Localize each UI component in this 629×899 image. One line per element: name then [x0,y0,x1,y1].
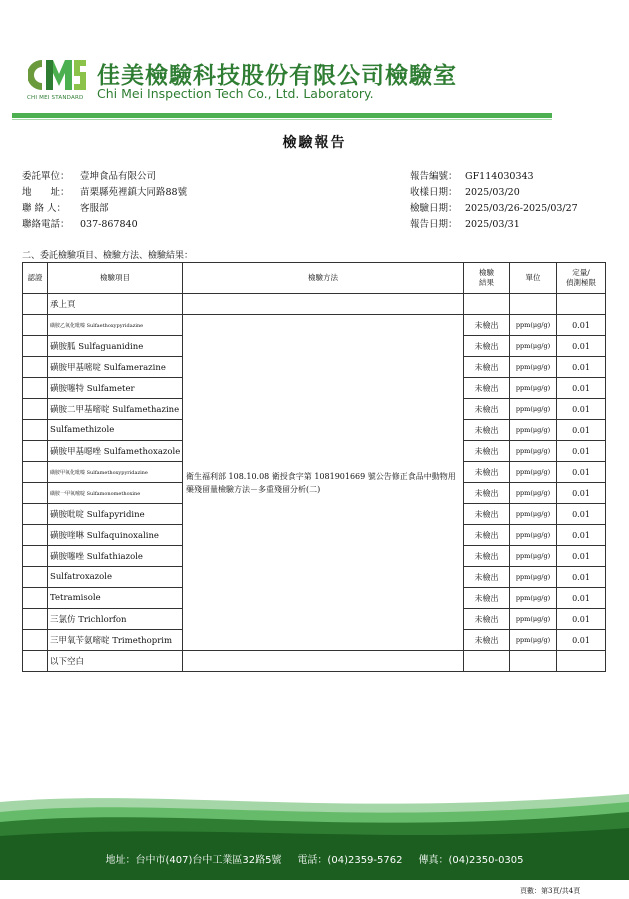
cell-loq: 0.01 [557,588,606,609]
cell-loq: 0.01 [557,525,606,546]
results-table [22,262,606,672]
cell-item: 三甲氧苄氨嘧啶 Trimethoprim [48,630,183,651]
header-divider [12,113,552,118]
cell-loq: 0.01 [557,483,606,504]
continued-label: 承上頁 [48,294,183,315]
report-number [410,168,534,182]
cell-result: 未檢出 [464,399,510,420]
client-phone [22,216,138,230]
cell-seq [23,504,48,525]
cell-item: 磺胺一甲氧嘧啶 Sulfamonomethoxine [48,483,183,504]
cell-item: 磺胺甲基嘧啶 Sulfamerazine [48,357,183,378]
receive-date [410,184,520,198]
cell-unit: ppm(μg/g) [510,630,557,651]
page-number: 頁數：第3頁/共4頁 [520,887,581,895]
header-seq: 認證 [23,263,48,294]
info-label: 收樣日期： [410,187,458,198]
cell-result: 未檢出 [464,462,510,483]
cell-unit: ppm(μg/g) [510,546,557,567]
footer-phone: 電話：(04)2359-5762 [297,855,403,866]
table-header-row [23,263,606,294]
cell-seq [23,462,48,483]
info-value: 客服部 [80,203,109,214]
cell-seq [23,483,48,504]
cell-item: 三氯仿 Trichlorfon [48,609,183,630]
header-item: 檢驗項目 [48,263,183,294]
cell-item: 磺胺乙氧化吡嗪 Sulfaethoxypyridazine [48,315,183,336]
info-value: 2025/03/26-2025/03/27 [465,203,578,214]
cell-unit: ppm(μg/g) [510,525,557,546]
info-value: GF114030343 [465,171,534,182]
cell-seq [23,357,48,378]
table-row-continued [23,294,606,315]
header-method: 檢驗方法 [183,263,464,294]
cell-unit: ppm(μg/g) [510,378,557,399]
cell-result: 未檢出 [464,546,510,567]
info-value: 壹坤食品有限公司 [80,171,157,182]
cell-item: 磺胺噻唑 Sulfathiazole [48,546,183,567]
cell-unit: ppm(μg/g) [510,441,557,462]
cell-seq [23,588,48,609]
client-contact [22,200,109,214]
cell-loq: 0.01 [557,504,606,525]
info-label: 聯 絡 人： [22,203,67,214]
cell-loq: 0.01 [557,441,606,462]
company-logo-icon [28,56,88,94]
footer-address: 地址：台中市(407)台中工業區32路5號 [105,855,282,866]
cell-unit: ppm(μg/g) [510,336,557,357]
cell-loq: 0.01 [557,336,606,357]
client-address [22,184,187,198]
info-value: 2025/03/20 [465,187,520,198]
cell-seq [23,420,48,441]
cell-result: 未檢出 [464,483,510,504]
info-value: 苗栗縣苑裡鎮大同路88號 [80,187,188,198]
cell-seq [23,609,48,630]
header-result [464,263,510,294]
cell-loq: 0.01 [557,546,606,567]
info-label: 聯絡電話： [22,219,70,230]
cell-loq: 0.01 [557,357,606,378]
cell-item: 磺胺甲基噁唑 Sulfamethoxazole [48,441,183,462]
cell-result: 未檢出 [464,315,510,336]
cell-unit: ppm(μg/g) [510,504,557,525]
info-label: 地 址： [22,187,70,198]
cell-seq [23,441,48,462]
info-label: 報告日期： [410,219,458,230]
standard-label: CHI MEI STANDARD [27,95,84,101]
cell-loq: 0.01 [557,399,606,420]
cell-result: 未檢出 [464,357,510,378]
header-loq-l1: 定量/ [572,268,590,277]
cell-result: 未檢出 [464,420,510,441]
cell-item: Tetramisole [48,588,183,609]
cell-unit: ppm(μg/g) [510,483,557,504]
footer-contact [0,851,629,866]
cell-seq [23,651,48,672]
client-unit [22,168,156,182]
cell-item: 磺胺甲氧化吡嗪 Sulfamethoxypyridazine [48,462,183,483]
cell-seq [23,378,48,399]
cell-item: Sulfamethizole [48,420,183,441]
cell-method: 衛生福利部 108.10.08 衛授食字第 1081901669 號公告修正食品中動物用藥殘留量檢驗方法－多重殘留分析(二) [183,315,464,651]
cell-result: 未檢出 [464,630,510,651]
info-label: 委託單位： [22,171,70,182]
table-row [23,315,606,336]
document-title: 檢驗報告 [282,135,347,151]
cell-loq: 0.01 [557,609,606,630]
cell-unit: ppm(μg/g) [510,588,557,609]
cell-item: 磺胺胍 Sulfaguanidine [48,336,183,357]
end-note: 以下空白 [48,651,183,672]
header-loq [557,263,606,294]
cell-item: 磺胺噻特 Sulfameter [48,378,183,399]
cell-result: 未檢出 [464,441,510,462]
cell-item: 磺胺吡啶 Sulfapyridine [48,504,183,525]
report-date [410,216,520,230]
cell-loq: 0.01 [557,462,606,483]
cell-unit: ppm(μg/g) [510,357,557,378]
cell-seq [23,567,48,588]
header-loq-l2: 偵測極限 [566,278,596,287]
cell-item: 磺胺喹啉 Sulfaquinoxaline [48,525,183,546]
cell-result: 未檢出 [464,504,510,525]
header-divider-thin [12,119,552,120]
cell-unit: ppm(μg/g) [510,567,557,588]
company-name-en: Chi Mei Inspection Tech Co., Ltd. Laboratory. [97,86,374,101]
cell-result: 未檢出 [464,336,510,357]
section-title: 二、委託檢驗項目、檢驗方法、檢驗結果： [22,251,194,261]
cell-seq [23,630,48,651]
cell-unit: ppm(μg/g) [510,462,557,483]
cell-unit: ppm(μg/g) [510,609,557,630]
info-label: 報告編號： [410,171,458,182]
info-value: 2025/03/31 [465,219,520,230]
cell-seq [23,546,48,567]
cell-unit: ppm(μg/g) [510,399,557,420]
cell-result: 未檢出 [464,378,510,399]
cell-seq [23,399,48,420]
cell-loq: 0.01 [557,567,606,588]
cell-loq: 0.01 [557,630,606,651]
header-result-l1: 檢驗 [479,268,494,277]
cell-result: 未檢出 [464,588,510,609]
header-unit: 單位 [510,263,557,294]
table-row-end [23,651,606,672]
test-date [410,200,578,214]
cell-seq [23,294,48,315]
cell-loq: 0.01 [557,420,606,441]
cell-result: 未檢出 [464,609,510,630]
cell-loq: 0.01 [557,315,606,336]
cell-seq [23,315,48,336]
cell-seq [23,525,48,546]
cell-item: Sulfatroxazole [48,567,183,588]
cell-item: 磺胺二甲基嘧啶 Sulfamethazine [48,399,183,420]
info-label: 檢驗日期： [410,203,458,214]
cell-result: 未檢出 [464,567,510,588]
header-result-l2: 結果 [479,278,494,287]
cell-seq [23,336,48,357]
cell-unit: ppm(μg/g) [510,420,557,441]
cell-result: 未檢出 [464,525,510,546]
footer-wave-banner [0,788,629,880]
cell-unit: ppm(μg/g) [510,315,557,336]
cell-loq: 0.01 [557,378,606,399]
info-value: 037-867840 [80,219,138,230]
footer-fax: 傳真：(04)2350-0305 [418,855,524,866]
company-name-zh: 佳美檢驗科技股份有限公司檢驗室 [97,63,457,89]
